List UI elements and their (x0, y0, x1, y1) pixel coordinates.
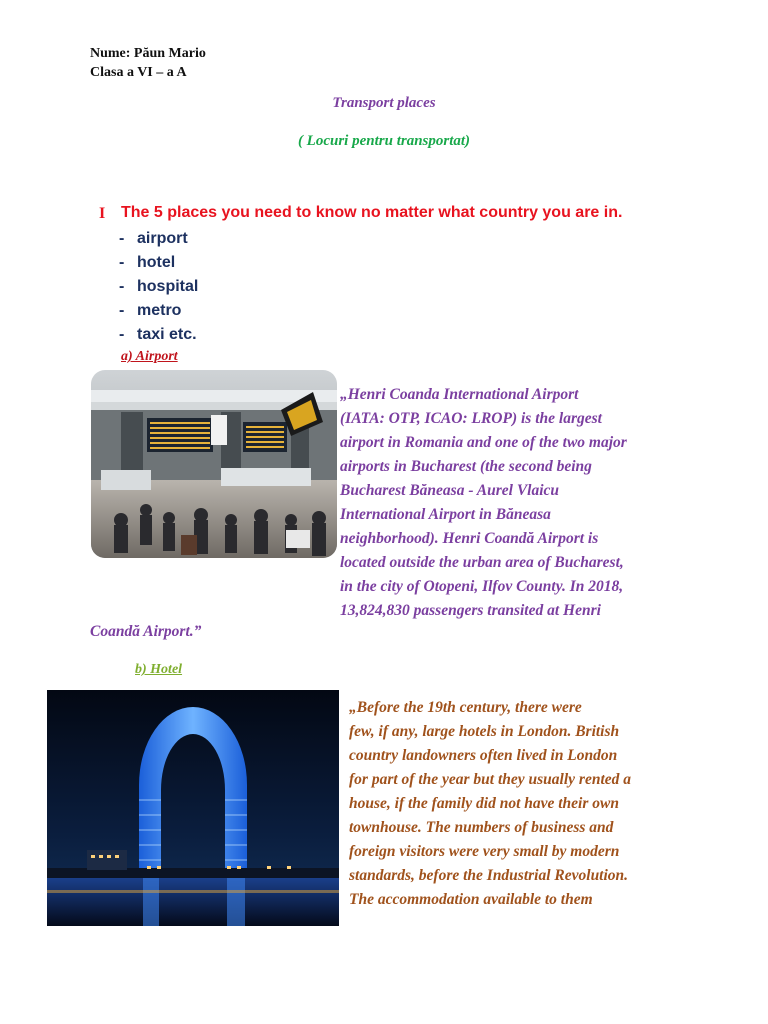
section-numeral: I (99, 205, 106, 222)
list-item: - taxi etc. (119, 326, 197, 343)
hotel-photo (47, 690, 339, 926)
student-class: Clasa a VI – a A (90, 65, 187, 80)
hotel-paragraph: „Before the 19th century, there were few, if any, large hotels in London. British country landowners often lived in London for part of the year but they usually rented a house, if the family did not have their own townhouse. The numbers of business and foreign visitors were very small by modern standards, before the Industrial Revolution. The accommodation available to them (349, 699, 632, 908)
list-item: - hospital (119, 278, 199, 295)
list-item: - airport (119, 230, 188, 247)
airport-heading: a) Airport (121, 349, 178, 364)
student-name: Nume: Păun Mario (90, 46, 206, 61)
page-title: Transport places (332, 95, 436, 111)
page-subtitle: ( Locuri pentru transportat) (297, 133, 471, 149)
airport-photo (91, 370, 337, 558)
airport-paragraph-end: Coandă Airport.” (90, 623, 202, 640)
list-item: - metro (119, 302, 182, 319)
section-heading: The 5 places you need to know no matter what country you are in. (121, 204, 623, 221)
airport-paragraph: „Henri Coanda International Airport (IATA: OTP, ICAO: LROP) is the largest airport in Romania and one of the two major airports in Bucharest (the second being Bucharest Băneasa - Aurel Vlaicu International Airport in Băneasa neighborhood). Henri Coandă Airport is located outside the urban area of Bucharest, in the city of Otopeni, Ilfov County. In 2018, 13,824,830 passengers transited at Henri (340, 386, 627, 619)
hotel-heading: b) Hotel (135, 662, 183, 677)
list-item: - hotel (119, 254, 176, 271)
places-list (119, 227, 198, 347)
